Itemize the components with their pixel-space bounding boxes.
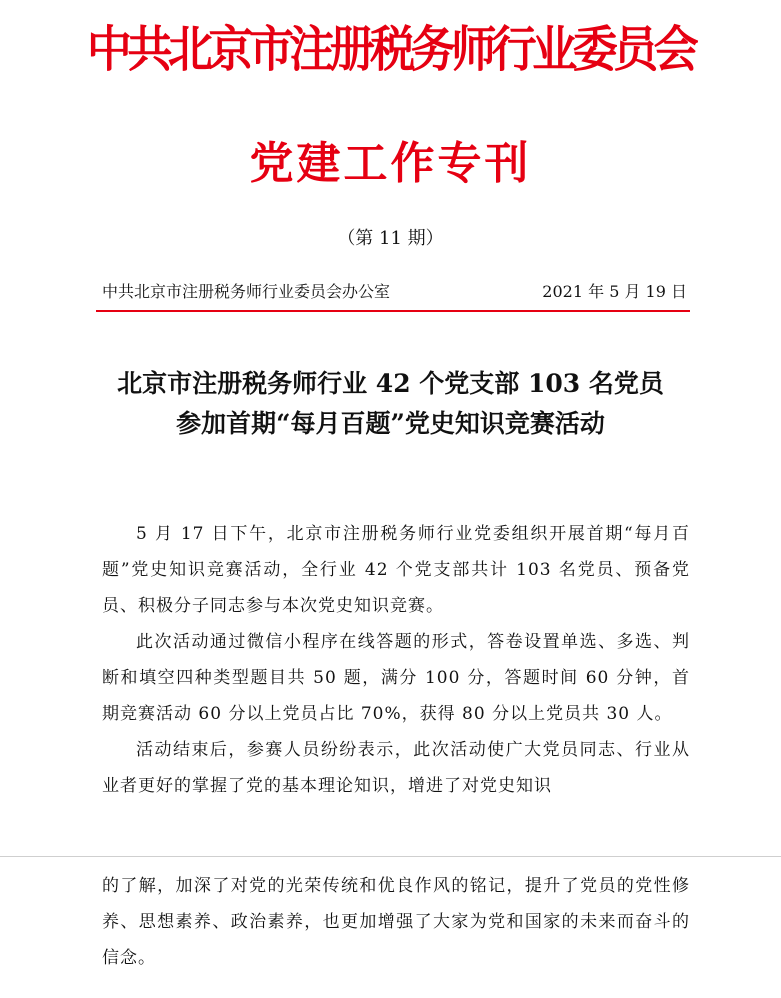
paragraph-2: 此次活动通过微信小程序在线答题的形式，答卷设置单选、多选、判断和填空四种类型题目共 50 题，满分 100 分，答题时间 60 分钟，首期竞赛活动 60 分以上党员占比 70%，获得 80 分以上党员共 30 人。	[102, 632, 690, 724]
article-title	[0, 364, 781, 444]
issue-date: 2021 年 5 月 19 日	[542, 282, 687, 301]
red-divider	[96, 310, 690, 312]
article-title-line-2: 参加首期“每月百题”党史知识竞赛活动	[176, 409, 605, 438]
issue-number: （第 11 期）	[337, 228, 444, 249]
page-break-divider	[0, 856, 781, 857]
paragraph-1: 5 月 17 日下午，北京市注册税务师行业党委组织开展首期“每月百题”党史知识竞赛活动，全行业 42 个党支部共计 103 名党员、预备党员、积极分子同志参与本次党史知识竞赛。	[102, 524, 690, 616]
organization-masthead: 中共北京市注册税务师行业委员会	[86, 21, 695, 78]
article-body-continued	[102, 868, 690, 976]
issuing-office: 中共北京市注册税务师行业委员会办公室	[102, 282, 391, 301]
paragraph-3: 活动结束后，参赛人员纷纷表示，此次活动使广大党员同志、行业从业者更好的掌握了党的基本理论知识，增进了对党史知识	[102, 740, 690, 796]
paragraph-3-continued: 的了解，加深了对党的光荣传统和优良作风的铭记，提升了党员的党性修养、思想素养、政治素养，也更加增强了大家为党和国家的未来而奋斗的信念。	[102, 876, 690, 968]
article-body	[102, 516, 690, 804]
article-title-line-1: 北京市注册税务师行业 42 个党支部 103 名党员	[117, 369, 664, 398]
publication-title: 党建工作专刊	[249, 138, 532, 189]
